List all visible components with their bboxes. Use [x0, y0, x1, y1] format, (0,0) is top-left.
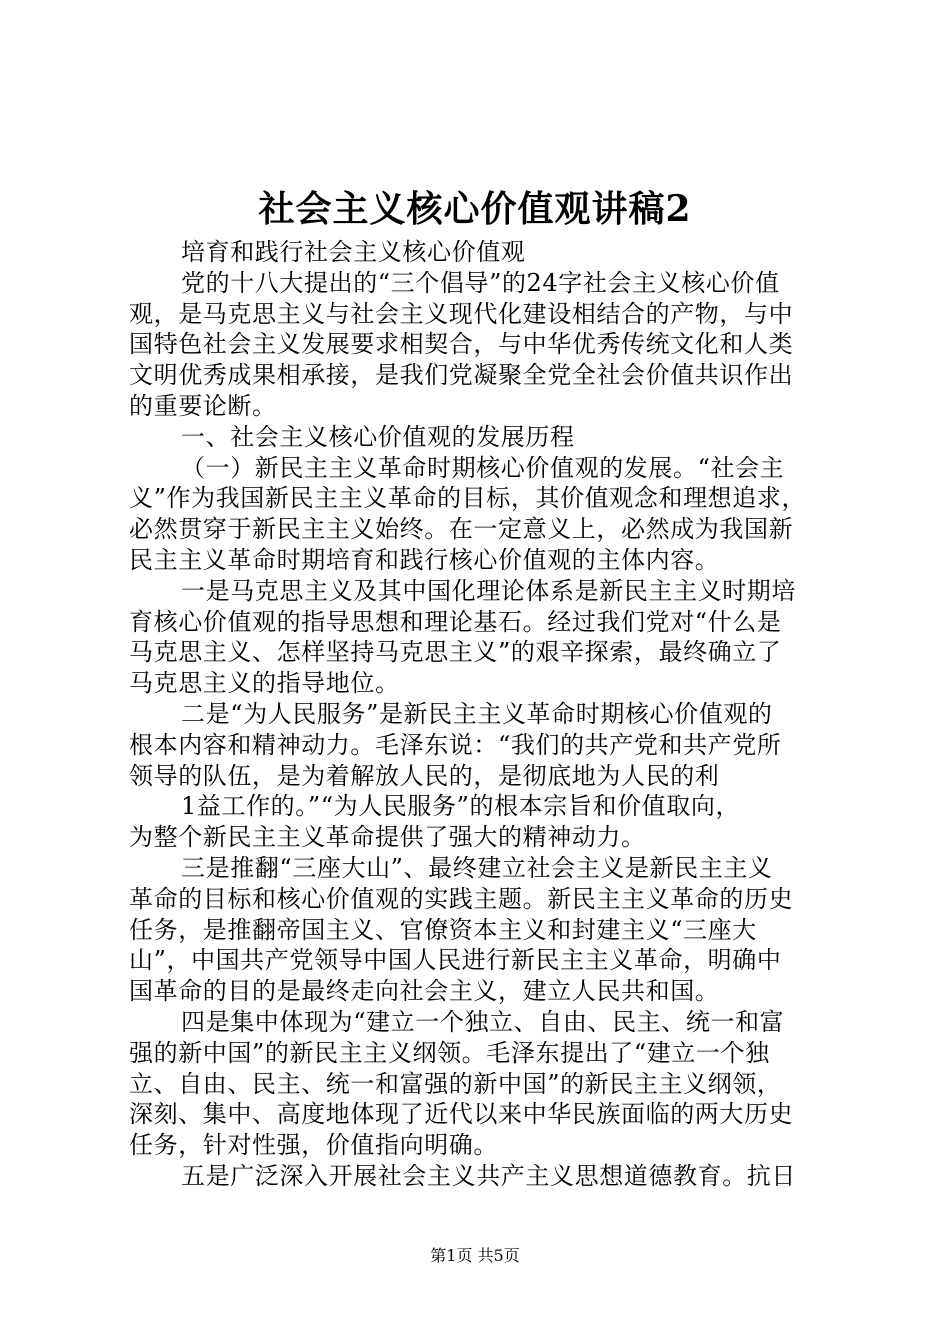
text-line: 五是广泛深入开展社会主义共产主义思想道德教育。抗日	[181, 1161, 796, 1190]
text-line: 党的十八大提出的“三个倡导”的24字社会主义核心价值	[181, 268, 780, 297]
text-line: 立、自由、民主、统一和富强的新中国”的新民主主义纲领，	[129, 1069, 782, 1098]
text-line: 文明优秀成果相承接，是我们党凝聚全党全社会价值共识作出	[129, 361, 794, 390]
text-line: 一是马克思主义及其中国化理论体系是新民主主义时期培	[181, 576, 796, 605]
text-line: 国特色社会主义发展要求相契合，与中华优秀传统文化和人类	[129, 330, 794, 359]
text-line: （一）新民主主义革命时期核心价值观的发展。“社会主	[181, 453, 785, 482]
text-line: 马克思主义的指导地位。	[129, 669, 400, 698]
text-line: 马克思主义、怎样坚持马克思主义”的艰辛探索，最终确立了	[129, 638, 782, 667]
text-line: 国革命的目的是最终走向社会主义，建立人民共和国。	[129, 977, 720, 1006]
text-line: 一、社会主义核心价值观的发展历程	[181, 422, 575, 451]
text-line: 二是“为人民服务”是新民主主义革命时期核心价值观的	[181, 699, 773, 728]
text-line: 任务，是推翻帝国主义、官僚资本主义和封建主义“三座大	[129, 915, 757, 944]
text-line: 强的新中国”的新民主主义纲领。毛泽东提出了“建立一个独	[129, 1038, 770, 1067]
page-footer: 第1页 共5页	[430, 1246, 520, 1265]
text-line: 1益工作的。”“为人民服务”的根本宗旨和价值取向，	[181, 792, 741, 821]
text-line: 的重要论断。	[129, 391, 277, 420]
text-line: 为整个新民主主义革命提供了强大的精神动力。	[129, 823, 646, 852]
text-line: 义”作为我国新民主主义革命的目标，其价值观念和理想追求，	[129, 484, 807, 513]
document-body	[129, 237, 829, 1192]
text-line: 根本内容和精神动力。毛泽东说：“我们的共产党和共产党所	[129, 730, 782, 759]
text-line: 山”，中国共产党领导中国人民进行新民主主义革命，明确中	[129, 946, 782, 975]
text-line: 领导的队伍，是为着解放人民的，是彻底地为人民的利	[129, 761, 720, 790]
text-line: 民主主义革命时期培育和践行核心价值观的主体内容。	[129, 545, 720, 574]
text-line: 深刻、集中、高度地体现了近代以来中华民族面临的两大历史	[129, 1100, 794, 1129]
text-line: 四是集中体现为“建立一个独立、自由、民主、统一和富	[181, 1007, 785, 1036]
document-title: 社会主义核心价值观讲稿2	[258, 188, 692, 230]
text-line: 观，是马克思主义与社会主义现代化建设相结合的产物，与中	[129, 299, 794, 328]
text-line: 培育和践行社会主义核心价值观	[181, 238, 526, 266]
text-line: 革命的目标和核心价值观的实践主题。新民主主义革命的历史	[129, 884, 794, 913]
text-line: 必然贯穿于新民主主义始终。在一定意义上，必然成为我国新	[129, 515, 794, 544]
text-line: 任务，针对性强，价值指向明确。	[129, 1131, 498, 1160]
text-line: 育核心价值观的指导思想和理论基石。经过我们党对“什么是	[129, 607, 782, 636]
text-line: 三是推翻“三座大山”、最终建立社会主义是新民主主义	[181, 853, 773, 882]
